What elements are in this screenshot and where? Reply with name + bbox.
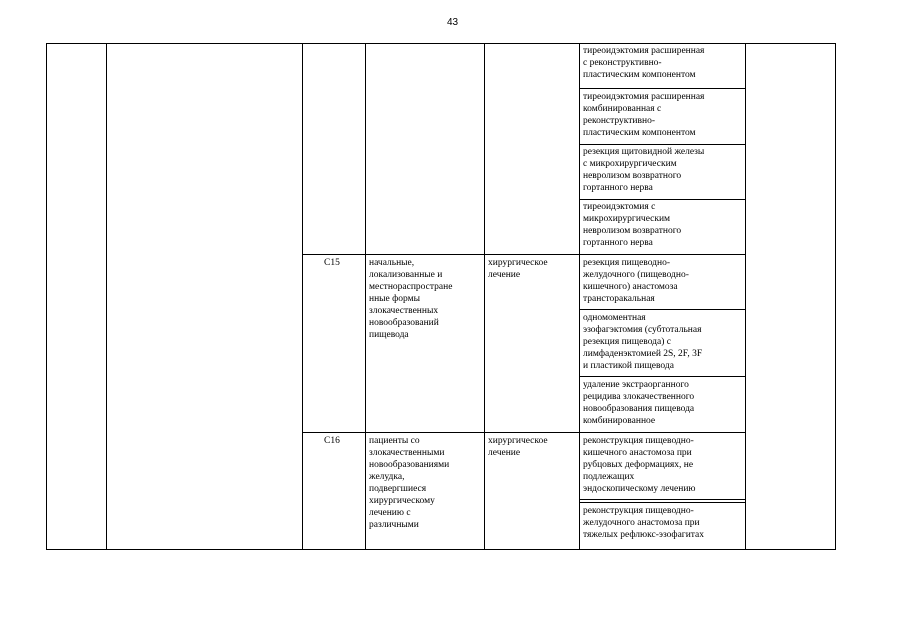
column-border bbox=[302, 43, 303, 550]
method-separator bbox=[579, 502, 746, 503]
method-cell: резекция пищеводно- желудочного (пищеводно- кишечного) анастомоза трансторакальная bbox=[583, 258, 689, 304]
method-cell: реконструкция пищеводно- кишечного анастомоза при рубцовых деформациях, не подлежащих эндоскопическому лечению bbox=[583, 436, 696, 494]
method-separator bbox=[579, 199, 746, 200]
method-cell: реконструкция пищеводно- желудочного анастомоза при тяжелых рефлюкс-эзофагитах bbox=[583, 506, 705, 540]
method-cell: тиреоидэктомия расширенная с реконструктивно- пластическим компонентом bbox=[583, 46, 705, 80]
column-border bbox=[745, 43, 746, 550]
column-border bbox=[46, 43, 47, 550]
column-border bbox=[365, 43, 366, 550]
table-bottom-border bbox=[46, 549, 836, 550]
treatment-type-cell: хирургическое лечение bbox=[488, 436, 548, 458]
column-border bbox=[835, 43, 836, 550]
row-separator bbox=[302, 254, 746, 255]
method-separator bbox=[579, 309, 746, 310]
method-cell: удаление экстраорганного рецидива злокачественного новообразования пищевода комбинированное bbox=[583, 380, 695, 426]
diagnosis-cell: начальные, локализованные и местнораспростране нные формы злокачественных новообразований пищевода bbox=[369, 258, 453, 340]
column-border bbox=[106, 43, 107, 550]
code-cell: C15 bbox=[324, 258, 340, 268]
page-number: 43 bbox=[446, 17, 459, 28]
table-top-border bbox=[46, 43, 836, 44]
method-separator bbox=[579, 376, 746, 377]
method-separator bbox=[579, 88, 746, 89]
column-border bbox=[579, 43, 580, 550]
method-cell: тиреоидэктомия расширенная комбинированная с реконструктивно- пластическим компонентом bbox=[583, 92, 705, 138]
column-border bbox=[484, 43, 485, 550]
method-separator bbox=[579, 499, 746, 500]
method-cell: тиреоидэктомия с микрохирургическим невролизом возвратного гортанного нерва bbox=[583, 202, 682, 248]
method-cell: резекция щитовидной железы с микрохирургическим невролизом возвратного гортанного нерва bbox=[583, 147, 705, 193]
method-separator bbox=[579, 144, 746, 145]
diagnosis-cell: пациенты со злокачественными новообразованиями желудка, подвергшиеся хирургическому лечению с различными bbox=[369, 436, 450, 530]
method-cell: одномоментная эзофагэктомия (субтотальная резекция пищевода) с лимфаденэктомией 2S, 2F, 3F и пластикой пищевода bbox=[583, 313, 703, 371]
code-cell: C16 bbox=[324, 436, 340, 446]
row-separator bbox=[302, 432, 746, 433]
treatment-type-cell: хирургическое лечение bbox=[488, 258, 548, 280]
